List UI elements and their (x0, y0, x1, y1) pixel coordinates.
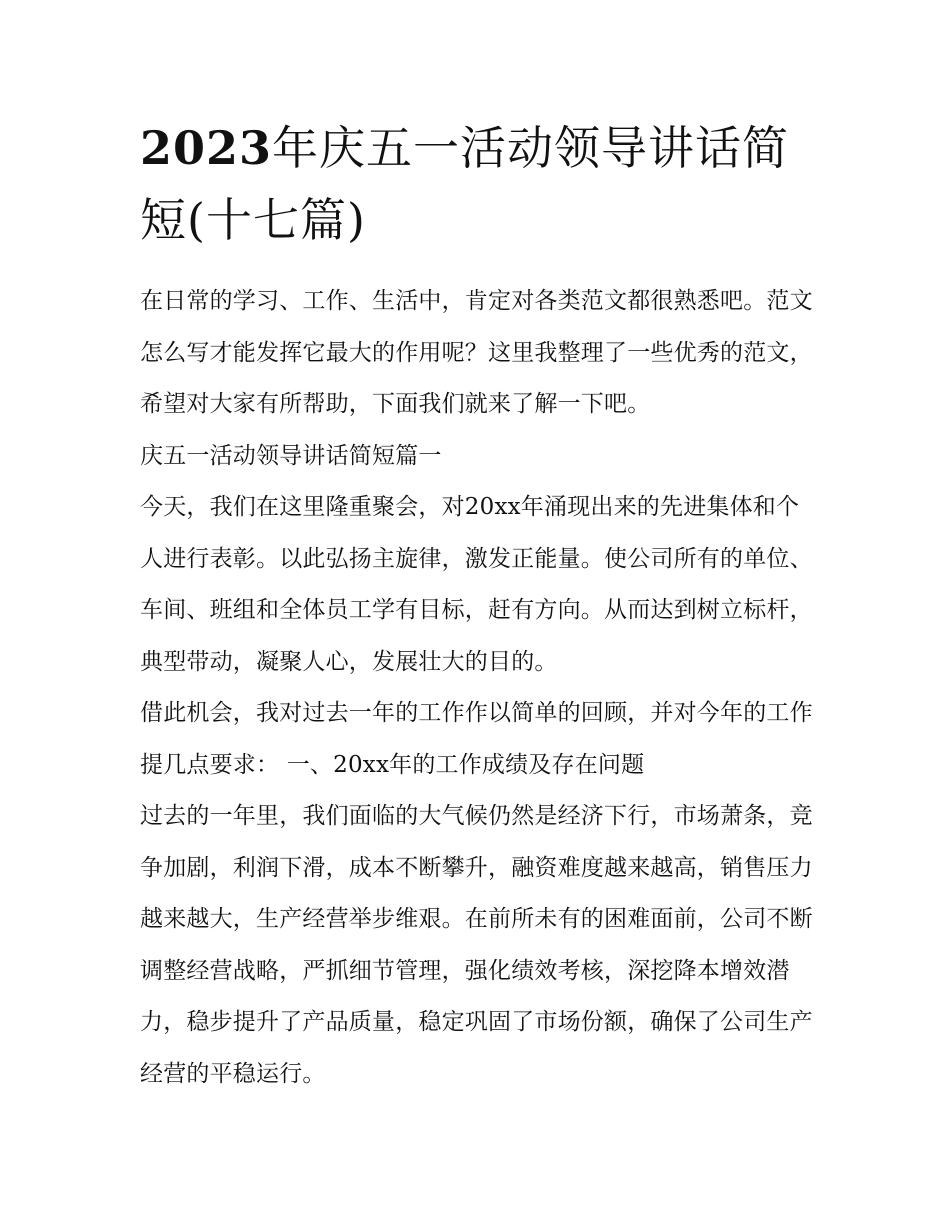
body-paragraph: 今天，我们在这里隆重聚会，对20xx年涌现出来的先进集体和个人进行表彰。以此弘扬主旋律，激发正能量。使公司所有的单位、车间、班组和全体员工学有目标，赶有方向。从而达到树立标杆，典型带动，凝聚人心，发展壮大的目的。 (140, 494, 813, 675)
title-year: 2023 (140, 121, 273, 175)
document-page (140, 112, 820, 1100)
intro-paragraph: 在日常的学习、工作、生活中，肯定对各类范文都很熟悉吧。范文怎么写才能发挥它最大的作用呢？这里我整理了一些优秀的范文，希望对大家有所帮助，下面我们就来了解一下吧。 (140, 288, 813, 417)
document-title (140, 112, 820, 256)
section-heading: 庆五一活动领导讲话简短篇一 (140, 442, 442, 469)
title-text: 年庆五一活动领导讲话简短(十七篇) (140, 121, 790, 247)
body-paragraph: 过去的一年里，我们面临的大气候仍然是经济下行，市场萧条，竞争加剧，利润下滑，成本不断攀升，融资难度越来越高，销售压力越来越大，生产经营举步维艰。在前所未有的困难面前，公司不断调整经营战略，严抓细节管理，强化绩效考核，深挖降本增效潜力，稳步提升了产品质量，稳定巩固了市场份额，确保了公司生产经营的平稳运行。 (140, 803, 813, 1087)
body-paragraph: 借此机会，我对过去一年的工作作以简单的回顾，并对今年的工作提几点要求： 一、20xx年的工作成绩及存在问题 (140, 700, 813, 778)
document-body (140, 276, 820, 1100)
